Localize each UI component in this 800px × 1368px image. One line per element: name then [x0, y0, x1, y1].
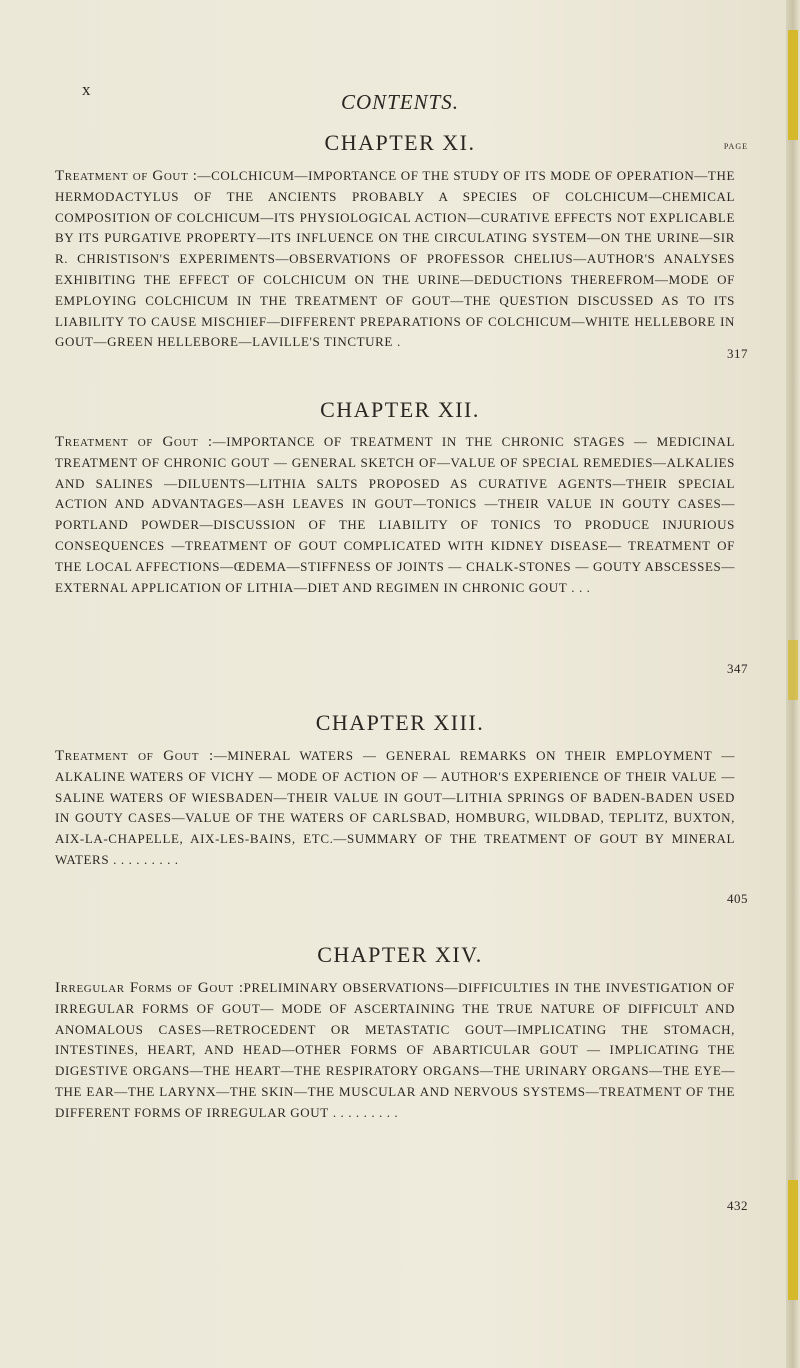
chapter-summary-lead: Treatment of Gout :	[55, 748, 214, 764]
chapter-heading: CHAPTER XI.	[324, 130, 476, 155]
chapter-page-number: 347	[727, 661, 748, 676]
page-edge-tab	[788, 1180, 798, 1300]
chapter-summary-text: —MINERAL WATERS — GENERAL REMARKS ON THEIR EMPLOYMENT — ALKALINE WATERS OF VICHY — MODE OF ACTION OF — AUTHOR'S EXPERIENCE OF THEIR VALUE — SALINE WATERS OF WIESBADEN—THEIR VALUE IN GOUT—LITHIA SPRINGS OF BADEN-BADEN USED IN GOUTY CASES—VALUE OF THE WATERS OF CARLSBAD, HOMBURG, WILDBAD, TEPLITZ, BUXTON, AIX-LA-CHAPELLE, AIX-LES-BAINS, ETC.—SUMMARY OF THE TREATMENT OF GOUT BY MINERAL WATERS	[55, 748, 735, 867]
dot-leader: . . . . . . . . .	[113, 851, 179, 867]
chapter-summary-text: PRELIMINARY OBSERVATIONS—DIFFICULTIES IN THE INVESTIGATION OF IRREGULAR FORMS OF GOUT— MODE OF ASCERTAINING THE TRUE NATURE OF DIFFICULT AND ANOMALOUS CASES—RETROCEDENT OR METASTATIC GOUT—IMPLICATING THE STOMACH, INTESTINES, HEART, AND HEAD—OTHER FORMS OF ABARTICULAR GOUT — IMPLICATING THE DIGESTIVE ORGANS—THE HEART—THE RESPIRATORY ORGANS—THE URINARY ORGANS—THE EYE—THE EAR—THE LARYNX—THE SKIN—THE MUSCULAR AND NERVOUS SYSTEMS—TREATMENT OF THE DIFFERENT FORMS OF IRREGULAR GOUT	[55, 980, 735, 1120]
chapter-summary-lead: Treatment of Gout :	[55, 434, 213, 450]
chapter-summary-lead: Irregular Forms of Gout :	[55, 980, 244, 996]
chapter-heading: CHAPTER XIV.	[317, 942, 483, 967]
dot-leader: . . .	[571, 579, 591, 595]
page-edge-tab	[788, 640, 798, 700]
chapter-page-number: 405	[727, 891, 748, 906]
dot-leader: . . . . . . . . .	[332, 1104, 399, 1120]
chapter-summary	[55, 432, 735, 598]
page-edge	[786, 0, 800, 1368]
page-number-marker: x	[82, 80, 91, 99]
page-edge-tab	[788, 30, 798, 140]
chapter-page-number: 317	[727, 346, 748, 361]
chapter-summary	[55, 978, 735, 1124]
chapter-summary	[55, 746, 735, 871]
chapter-summary	[55, 166, 735, 353]
chapter-heading: CHAPTER XIII.	[315, 710, 485, 735]
chapter-heading: CHAPTER XII.	[320, 397, 480, 422]
chapter-summary-text: —IMPORTANCE OF TREATMENT IN THE CHRONIC STAGES — MEDICINAL TREATMENT OF CHRONIC GOUT — GENERAL SKETCH OF—VALUE OF SPECIAL REMEDIES—ALKALIES AND SALINES —DILUENTS—LITHIA SALTS PROPOSED AS CURATIVE AGENTS—THEIR SPECIAL ACTION AND ADVANTAGES—ASH LEAVES IN GOUT—TONICS —THEIR VALUE IN GOUTY CASES—PORTLAND POWDER—DISCUSSION OF THE LIABILITY OF TONICS TO PRODUCE INJURIOUS CONSEQUENCES —TREATMENT OF GOUT COMPLICATED WITH KIDNEY DISEASE— TREATMENT OF THE LOCAL AFFECTIONS—ŒDEMA—STIFFNESS OF JOINTS — CHALK-STONES — GOUTY ABSCESSES—EXTERNAL APPLICATION OF LITHIA—DIET AND REGIMEN IN CHRONIC GOUT	[55, 434, 735, 595]
page-column-label: PAGE	[723, 142, 748, 151]
running-title: CONTENTS.	[340, 90, 460, 114]
chapter-summary-text: —COLCHICUM—IMPORTANCE OF THE STUDY OF ITS MODE OF OPERATION—THE HERMODACTYLUS OF THE ANCIENTS PROBABLY A SPECIES OF COLCHICUM—CHEMICAL COMPOSITION OF COLCHICUM—ITS PHYSIOLOGICAL ACTION—CURATIVE EFFECTS NOT EXPLICABLE BY ITS PURGATIVE PROPERTY—ITS INFLUENCE ON THE CIRCULATING SYSTEM—ON THE URINE—SIR R. CHRISTISON'S EXPERIMENTS—OBSERVATIONS OF PROFESSOR CHELIUS—AUTHOR'S ANALYSES EXHIBITING THE EFFECT OF COLCHICUM ON THE URINE—DEDUCTIONS THEREFROM—MODE OF EMPLOYING COLCHICUM IN THE TREATMENT OF GOUT—THE QUESTION DISCUSSED AS TO ITS LIABILITY TO CAUSE MISCHIEF—DIFFERENT PREPARATIONS OF COLCHICUM—WHITE HELLEBORE IN GOUT—GREEN HELLEBORE—LAVILLE'S TINCTURE	[55, 168, 735, 350]
dot-leader: .	[396, 334, 401, 350]
chapter-summary-lead: Treatment of Gout :	[55, 168, 198, 184]
chapter-page-number: 432	[727, 1198, 748, 1213]
